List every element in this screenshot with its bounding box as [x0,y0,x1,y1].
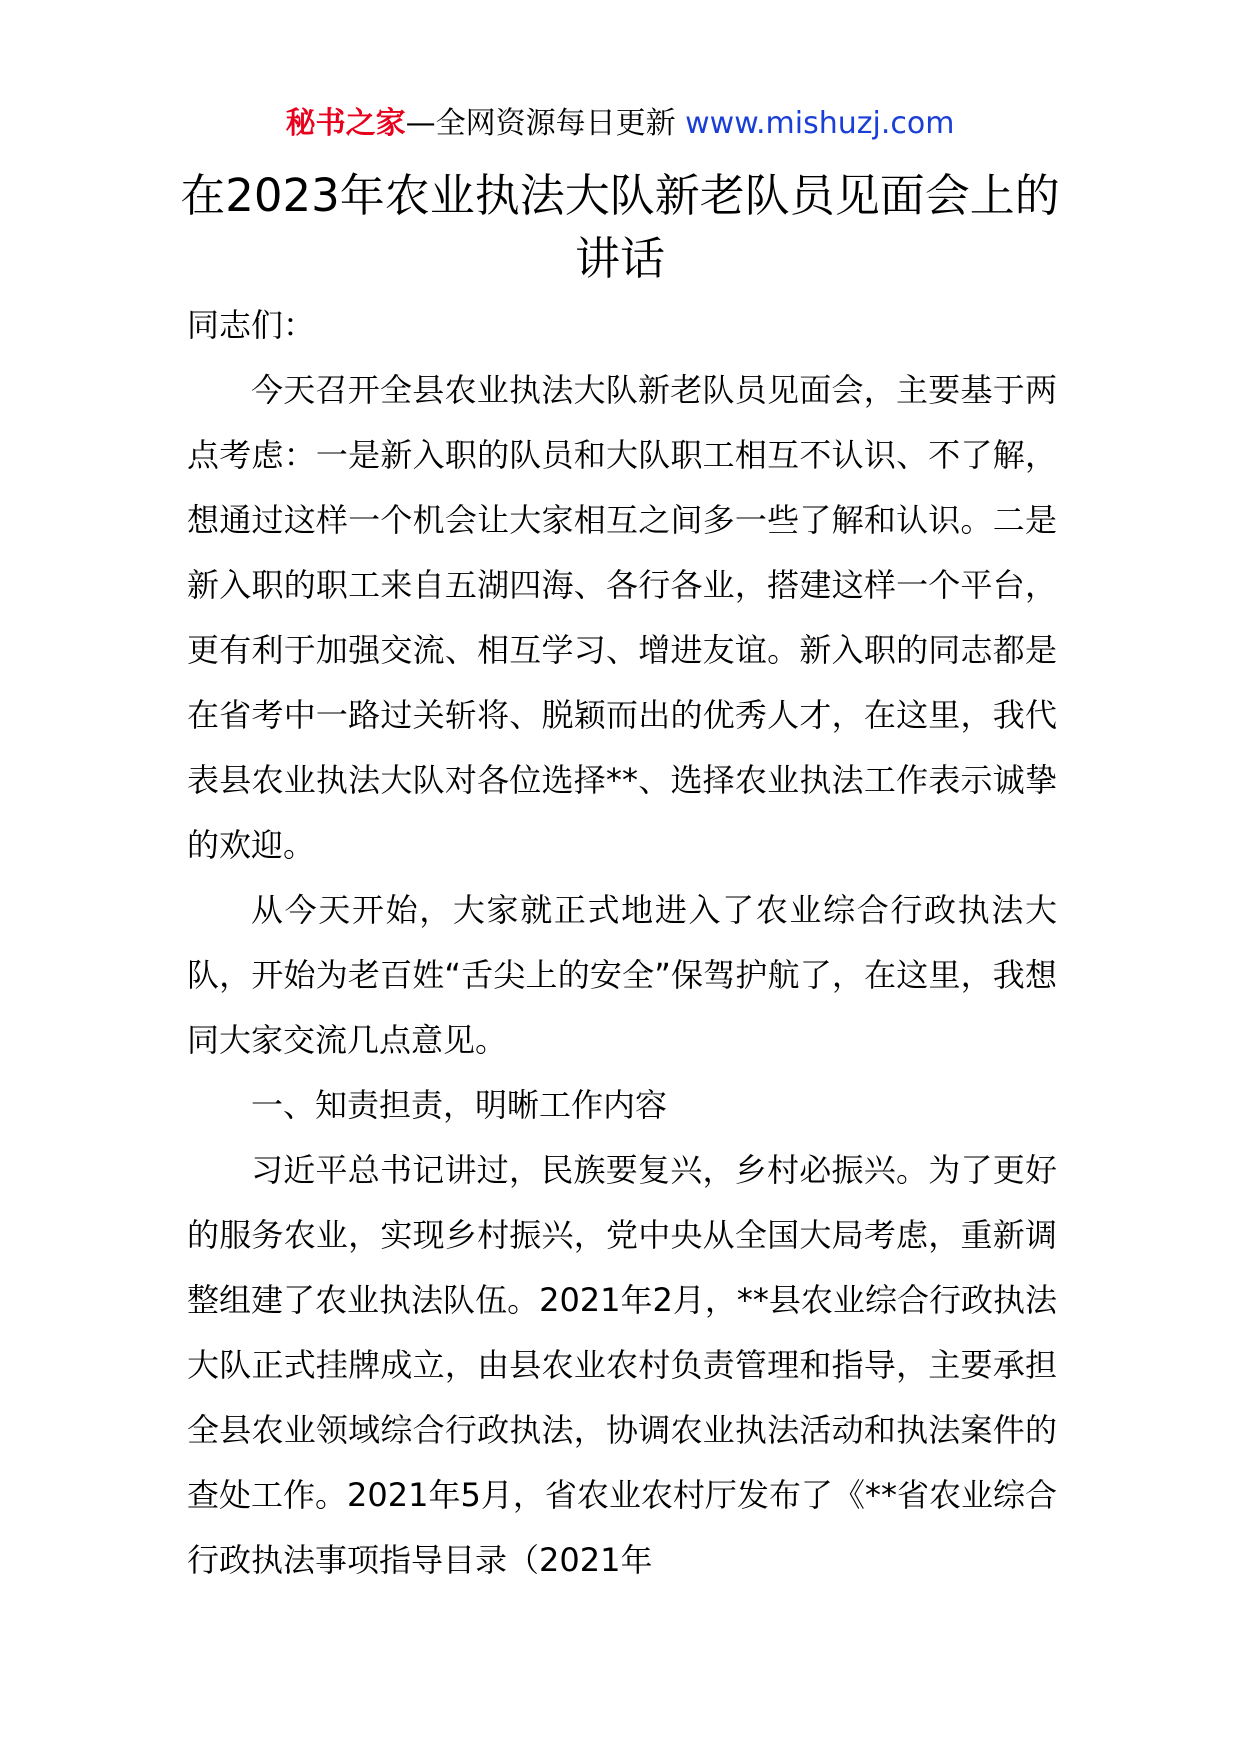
watermark-tagline: —全网资源每日更新 [405,106,686,141]
paragraph-transition: 从今天开始，大家就正式地进入了农业综合行政执法大队，开始为老百姓“舌尖上的安全”保驾护航了，在这里，我想同大家交流几点意见。 [187,891,1057,1059]
watermark-url: www.mishuzj.com [685,106,955,141]
salutation: 同志们： [187,306,316,344]
section-heading: 一、知责担责，明晰工作内容 [251,1086,668,1124]
paragraph-intro: 今天召开全县农业执法大队新老队员见面会，主要基于两点考虑：一是新入职的队员和大队职工相互不认识、不了解，想通过这样一个机会让大家相互之间多一些了解和认识。二是新入职的职工来自五湖四海、各行各业，搭建这样一个平台，更有利于加强交流、相互学习、增进友谊。新入职的同志都是在省考中一路过关斩将、脱颖而出的优秀人才，在这里，我代表县农业执法大队对各位选择**、选择农业执法工作表示诚挚的欢迎。 [187,371,1057,864]
document-title: 在2023年农业执法大队新老队员见面会上的讲话 [180,169,1060,285]
watermark-header [0,104,1240,144]
document-body [187,293,1057,1593]
watermark-brand: 秘书之家 [285,106,406,141]
section-paragraph: 习近平总书记讲过，民族要复兴，乡村必振兴。为了更好的服务农业，实现乡村振兴，党中央从全国大局考虑，重新调整组建了农业执法队伍。2021年2月，**县农业综合行政执法大队正式挂牌成立，由县农业农村负责管理和指导，主要承担全县农业领域综合行政执法，协调农业执法活动和执法案件的查处工作。2021年5月，省农业农村厅发布了《**省农业综合行政执法事项指导目录（2021年 [187,1151,1057,1579]
